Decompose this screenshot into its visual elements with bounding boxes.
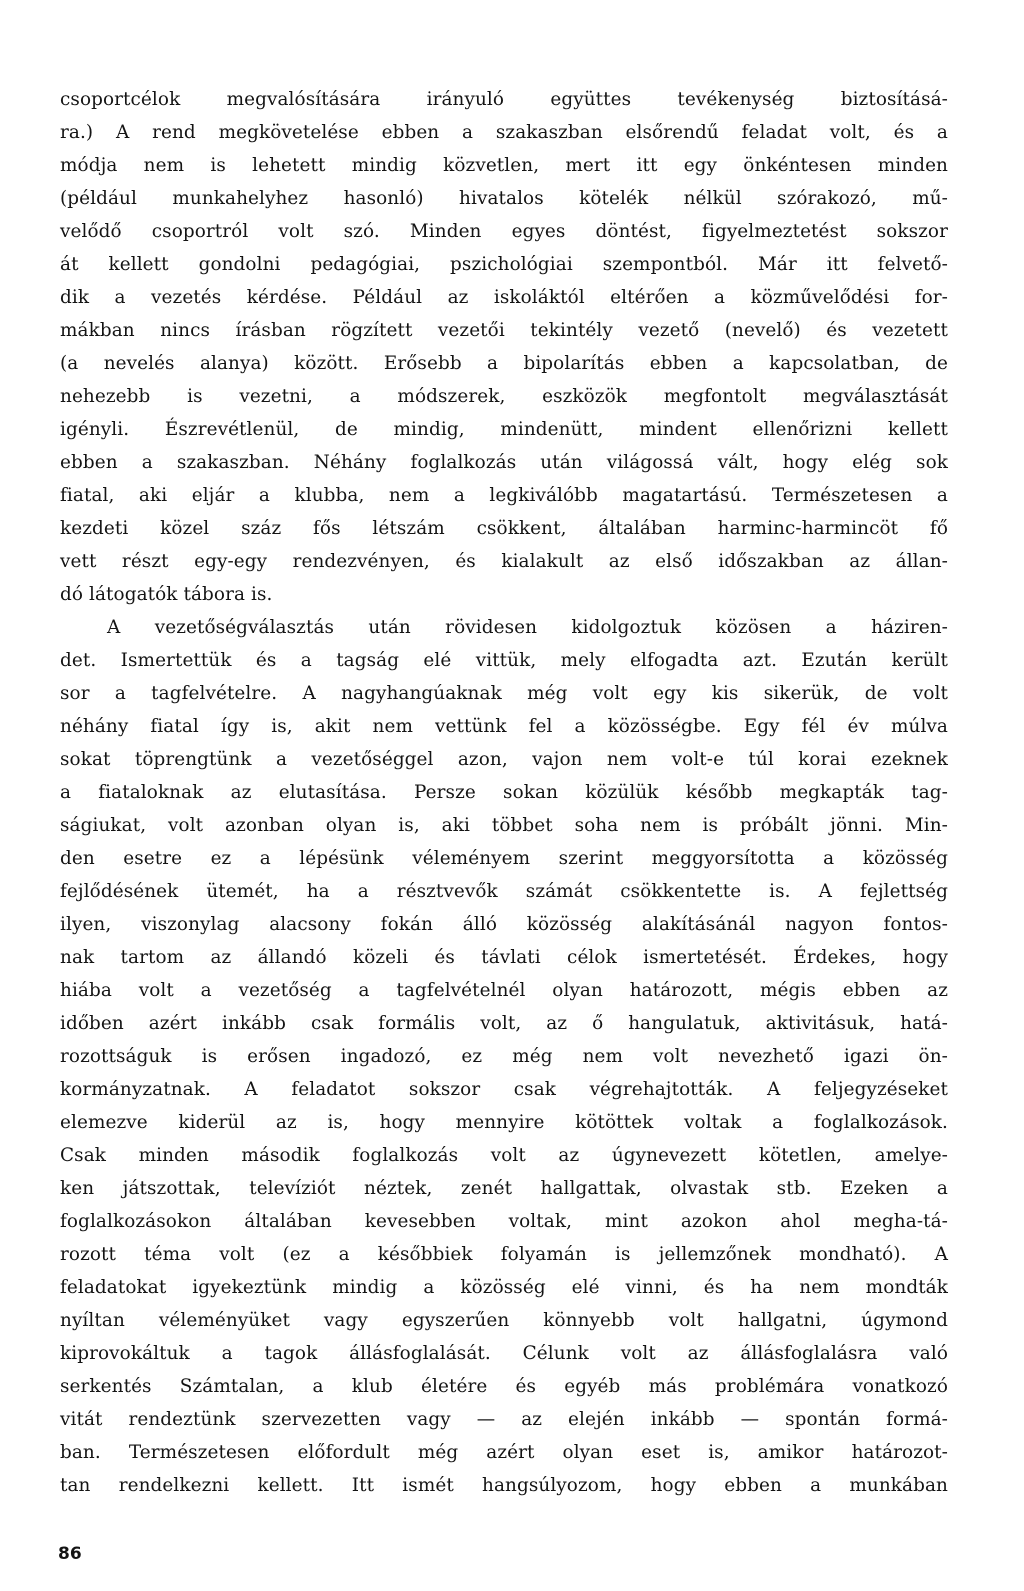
text-line: foglalkozásokon általában kevesebben voltak, mint azokon ahol megha-tá-: [60, 1211, 948, 1232]
text-line: sokat töprengtünk a vezetőséggel azon, vajon nem volt-e túl korai ezeknek: [60, 749, 948, 770]
text-line: át kellett gondolni pedagógiai, pszichológiai szempontból. Már itt felvető-: [60, 254, 948, 275]
text-line: módja nem is lehetett mindig közvetlen, mert itt egy önkéntesen minden: [60, 155, 948, 176]
text-line: fejlődésének ütemét, ha a résztvevők számát csökkentette is. A fejlettség: [60, 881, 948, 902]
text-line: sor a tagfelvételre. A nagyhangúaknak még volt egy kis sikerük, de volt: [60, 683, 948, 704]
text-line: kormányzatnak. A feladatot sokszor csak végrehajtották. A feljegyzéseket: [60, 1079, 948, 1100]
text-line: ságiukat, volt azonban olyan is, aki többet soha nem is próbált jönni. Min-: [60, 815, 948, 836]
text-line: feladatokat igyekeztünk mindig a közösség elé vinni, és ha nem mondták: [60, 1277, 948, 1298]
text-line: (a nevelés alanya) között. Erősebb a bipolarítás ebben a kapcsolatban, de: [60, 353, 948, 374]
text-line: időben azért inkább csak formális volt, az ő hangulatuk, aktivitásuk, hatá-: [60, 1013, 948, 1034]
text-line: serkentés Számtalan, a klub életére és egyéb más problémára vonatkozó: [60, 1376, 948, 1397]
text-line: det. Ismertettük és a tagság elé vittük, mely elfogadta azt. Ezután került: [60, 650, 948, 671]
text-line: (például munkahelyhez hasonló) hivatalos kötelék nélkül szórakozó, mű-: [60, 188, 948, 209]
text-line: tan rendelkezni kellett. Itt ismét hangsúlyozom, hogy ebben a munkában: [60, 1475, 948, 1496]
text-line: ebben a szakaszban. Néhány foglalkozás után világossá vált, hogy elég sok: [60, 452, 948, 473]
text-line: néhány fiatal így is, akit nem vettünk fel a közösségbe. Egy fél év múlva: [60, 716, 948, 737]
text-line: Csak minden második foglalkozás volt az úgynevezett kötetlen, amelye-: [60, 1145, 948, 1166]
text-line: a fiataloknak az elutasítása. Persze sokan közülük később megkapták tag-: [60, 782, 948, 803]
text-line: den esetre ez a lépésünk véleményem szerint meggyorsította a közösség: [60, 848, 948, 869]
text-line: elemezve kiderül az is, hogy mennyire kötöttek voltak a foglalkozások.: [60, 1112, 948, 1133]
text-line: ken játszottak, televíziót néztek, zenét hallgattak, olvastak stb. Ezeken a: [60, 1178, 948, 1199]
text-line: rozott téma volt (ez a későbbiek folyamán is jellemzőnek mondható). A: [60, 1244, 948, 1265]
page-number: 86: [58, 1544, 82, 1564]
text-line: kezdeti közel száz fős létszám csökkent, általában harminc-harmincöt fő: [60, 518, 948, 539]
text-line: nehezebb is vezetni, a módszerek, eszközök megfontolt megválasztását: [60, 386, 948, 407]
paragraph-last-line: dó látogatók tábora is.: [60, 584, 273, 605]
text-line: nak tartom az állandó közeli és távlati célok ismertetését. Érdekes, hogy: [60, 947, 948, 968]
text-line: nyíltan véleményüket vagy egyszerűen könnyebb volt hallgatni, úgymond: [60, 1310, 948, 1331]
text-line: vitát rendeztünk szervezetten vagy — az elején inkább — spontán formá-: [60, 1409, 948, 1430]
text-line: csoportcélok megvalósítására irányuló együttes tevékenység biztosításá-: [60, 89, 948, 110]
text-line: mákban nincs írásban rögzített vezetői tekintély vezető (nevelő) és vezetett: [60, 320, 948, 341]
text-line: velődő csoportról volt szó. Minden egyes döntést, figyelmeztetést sokszor: [60, 221, 948, 242]
text-line: rozottságuk is erősen ingadozó, ez még nem volt nevezhető igazi ön-: [60, 1046, 948, 1067]
text-line: vett részt egy-egy rendezvényen, és kialakult az első időszakban az állan-: [60, 551, 948, 572]
text-line: fiatal, aki eljár a klubba, nem a legkiválóbb magatartású. Természetesen a: [60, 485, 948, 506]
text-line: hiába volt a vezetőség a tagfelvételnél olyan határozott, mégis ebben az: [60, 980, 948, 1001]
text-line: ra.) A rend megkövetelése ebben a szakaszban elsőrendű feladat volt, és a: [60, 122, 948, 143]
text-line: ban. Természetesen előfordult még azért olyan eset is, amikor határozot-: [60, 1442, 948, 1463]
paragraph-first-line: A vezetőségválasztás után rövidesen kidolgoztuk közösen a háziren-: [107, 617, 948, 638]
text-line: kiprovokáltuk a tagok állásfoglalását. Célunk volt az állásfoglalásra való: [60, 1343, 948, 1364]
text-line: igényli. Észrevétlenül, de mindig, mindenütt, mindent ellenőrizni kellett: [60, 419, 948, 440]
text-line: ilyen, viszonylag alacsony fokán álló közösség alakításánál nagyon fontos-: [60, 914, 948, 935]
text-line: dik a vezetés kérdése. Például az iskoláktól eltérően a közművelődési for-: [60, 287, 948, 308]
